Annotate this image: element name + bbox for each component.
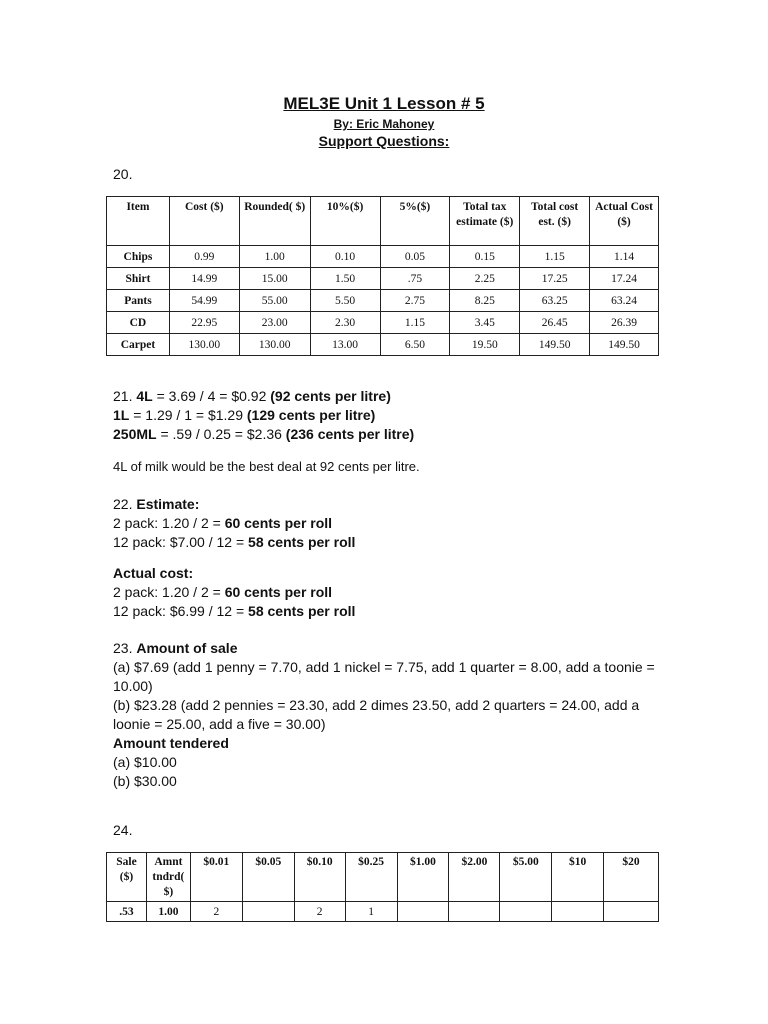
column-header: $1.00 [397, 853, 449, 902]
q22-actual-line [113, 584, 332, 600]
column-header: Actual Cost ($) [590, 197, 659, 246]
q23-tendered-label-text: Amount tendered [113, 735, 229, 751]
q21-label: 250ML [113, 426, 157, 442]
table-cell [242, 902, 294, 922]
q21-calc: = 3.69 / 4 = $0.92 [152, 388, 271, 404]
table-cell: 0.05 [380, 246, 450, 268]
q23-number: 23. [113, 640, 137, 656]
q23-tendered-label [113, 735, 229, 751]
column-header: Total cost est. ($) [520, 197, 590, 246]
question-24-number: 24. [113, 822, 133, 838]
table-cell: 2 [294, 902, 345, 922]
page-title: MEL3E Unit 1 Lesson # 5 [283, 94, 485, 113]
q22-result: 60 cents per roll [224, 584, 333, 600]
table-cell: 26.39 [590, 312, 659, 334]
table-row [107, 312, 659, 334]
table-row [107, 334, 659, 356]
table-cell: CD [107, 312, 170, 334]
q21-line-4l [113, 388, 391, 404]
q22-result: 58 cents per roll [248, 603, 356, 619]
q22-calc: 2 pack: 1.20 / 2 = [113, 515, 225, 531]
q23-tendered-b: (b) $30.00 [113, 773, 177, 789]
table-header-row [107, 853, 659, 902]
table-cell: 2.25 [450, 268, 520, 290]
q21-result: (92 cents per litre) [270, 388, 391, 404]
column-header: $0.01 [190, 853, 242, 902]
q22-estimate-line [113, 515, 332, 531]
table-cell: 130.00 [169, 334, 239, 356]
table-cell: 19.50 [450, 334, 520, 356]
table-row [107, 290, 659, 312]
column-header: 10%($) [310, 197, 380, 246]
q21-label: 4L [136, 388, 153, 404]
q23-sale-label: Amount of sale [136, 640, 238, 656]
q23-heading [113, 640, 237, 656]
table-cell: 1.00 [239, 246, 310, 268]
column-header: Total tax estimate ($) [450, 197, 520, 246]
table-cell: 26.45 [520, 312, 590, 334]
q23-a-line: (a) $7.69 (add 1 penny = 7.70, add 1 nickel = 7.75, add 1 quarter = 8.00, add a toonie = [113, 659, 655, 675]
question-20-number: 20. [113, 166, 133, 182]
table-cell: 15.00 [239, 268, 310, 290]
q22-actual-label [113, 565, 193, 581]
table-row [107, 902, 659, 922]
q23-tendered-a: (a) $10.00 [113, 754, 177, 770]
table-cell: 1.00 [146, 902, 190, 922]
table-cell: 130.00 [239, 334, 310, 356]
q21-result: (129 cents per litre) [246, 407, 376, 423]
column-header: $20 [604, 853, 659, 902]
q22-calc: 2 pack: 1.20 / 2 = [113, 584, 225, 600]
table-cell: 63.25 [520, 290, 590, 312]
q21-label: 1L [113, 407, 130, 423]
q21-line-250ml [113, 426, 414, 442]
table-cell: Chips [107, 246, 170, 268]
column-header: Cost ($) [169, 197, 239, 246]
table-cell: 1 [345, 902, 397, 922]
q21-line-1l [113, 407, 375, 423]
author-byline: By: Eric Mahoney [333, 117, 435, 131]
table-cell [397, 902, 449, 922]
table-cell: 2.75 [380, 290, 450, 312]
table-cell: 8.25 [450, 290, 520, 312]
column-header: $0.25 [345, 853, 397, 902]
table-cell: 13.00 [310, 334, 380, 356]
q24-change-table [106, 852, 659, 922]
column-header: $0.05 [242, 853, 294, 902]
q21-result: (236 cents per litre) [285, 426, 415, 442]
column-header: $2.00 [449, 853, 500, 902]
table-cell: 1.15 [520, 246, 590, 268]
section-heading: Support Questions: [318, 133, 450, 149]
q21-number: 21. [113, 388, 137, 404]
q21-conclusion: 4L of milk would be the best deal at 92 cents per litre. [113, 459, 420, 474]
q22-number: 22. [113, 496, 137, 512]
q20-cost-table [106, 196, 659, 356]
column-header: Amnt tndrd( $) [146, 853, 190, 902]
table-cell: .53 [107, 902, 147, 922]
table-cell: .75 [380, 268, 450, 290]
column-header: 5%($) [380, 197, 450, 246]
table-cell: 1.50 [310, 268, 380, 290]
table-cell: 14.99 [169, 268, 239, 290]
q22-actual-line [113, 603, 355, 619]
q22-result: 60 cents per roll [224, 515, 333, 531]
table-cell: 2 [190, 902, 242, 922]
q23-a-line: 10.00) [113, 678, 153, 694]
q22-estimate-line [113, 534, 355, 550]
table-cell: 22.95 [169, 312, 239, 334]
column-header: $5.00 [500, 853, 552, 902]
table-cell: Carpet [107, 334, 170, 356]
table-cell: 1.14 [590, 246, 659, 268]
column-header: $10 [552, 853, 604, 902]
q23-b-line: (b) $23.28 (add 2 pennies = 23.30, add 2 dimes 23.50, add 2 quarters = 24.00, add a [113, 697, 640, 713]
table-cell [449, 902, 500, 922]
table-cell: 6.50 [380, 334, 450, 356]
table-cell: 3.45 [450, 312, 520, 334]
column-header: Item [107, 197, 170, 246]
column-header: Rounded( $) [239, 197, 310, 246]
table-cell: 1.15 [380, 312, 450, 334]
q22-heading [113, 496, 199, 512]
table-cell: 17.24 [590, 268, 659, 290]
table-cell [604, 902, 659, 922]
table-cell [500, 902, 552, 922]
table-cell: 149.50 [520, 334, 590, 356]
q23-b-line: loonie = 25.00, add a five = 30.00) [113, 716, 326, 732]
q21-calc: = 1.29 / 1 = $1.29 [129, 407, 247, 423]
table-header-row [107, 197, 659, 246]
table-cell: Shirt [107, 268, 170, 290]
table-cell: 23.00 [239, 312, 310, 334]
table-cell: 17.25 [520, 268, 590, 290]
table-cell: 0.99 [169, 246, 239, 268]
q22-estimate-label: Estimate: [136, 496, 200, 512]
table-cell: 2.30 [310, 312, 380, 334]
q22-calc: 12 pack: $6.99 / 12 = [113, 603, 249, 619]
table-cell: 55.00 [239, 290, 310, 312]
table-cell: 54.99 [169, 290, 239, 312]
table-cell: 63.24 [590, 290, 659, 312]
q22-result: 58 cents per roll [248, 534, 356, 550]
table-cell: 0.15 [450, 246, 520, 268]
q22-actual-label-text: Actual cost: [113, 565, 194, 581]
column-header: $0.10 [294, 853, 345, 902]
table-cell [552, 902, 604, 922]
table-cell: 0.10 [310, 246, 380, 268]
q21-calc: = .59 / 0.25 = $2.36 [156, 426, 286, 442]
column-header: Sale ($) [107, 853, 147, 902]
table-row [107, 246, 659, 268]
table-cell: 5.50 [310, 290, 380, 312]
table-cell: Pants [107, 290, 170, 312]
table-row [107, 268, 659, 290]
table-cell: 149.50 [590, 334, 659, 356]
q22-calc: 12 pack: $7.00 / 12 = [113, 534, 249, 550]
